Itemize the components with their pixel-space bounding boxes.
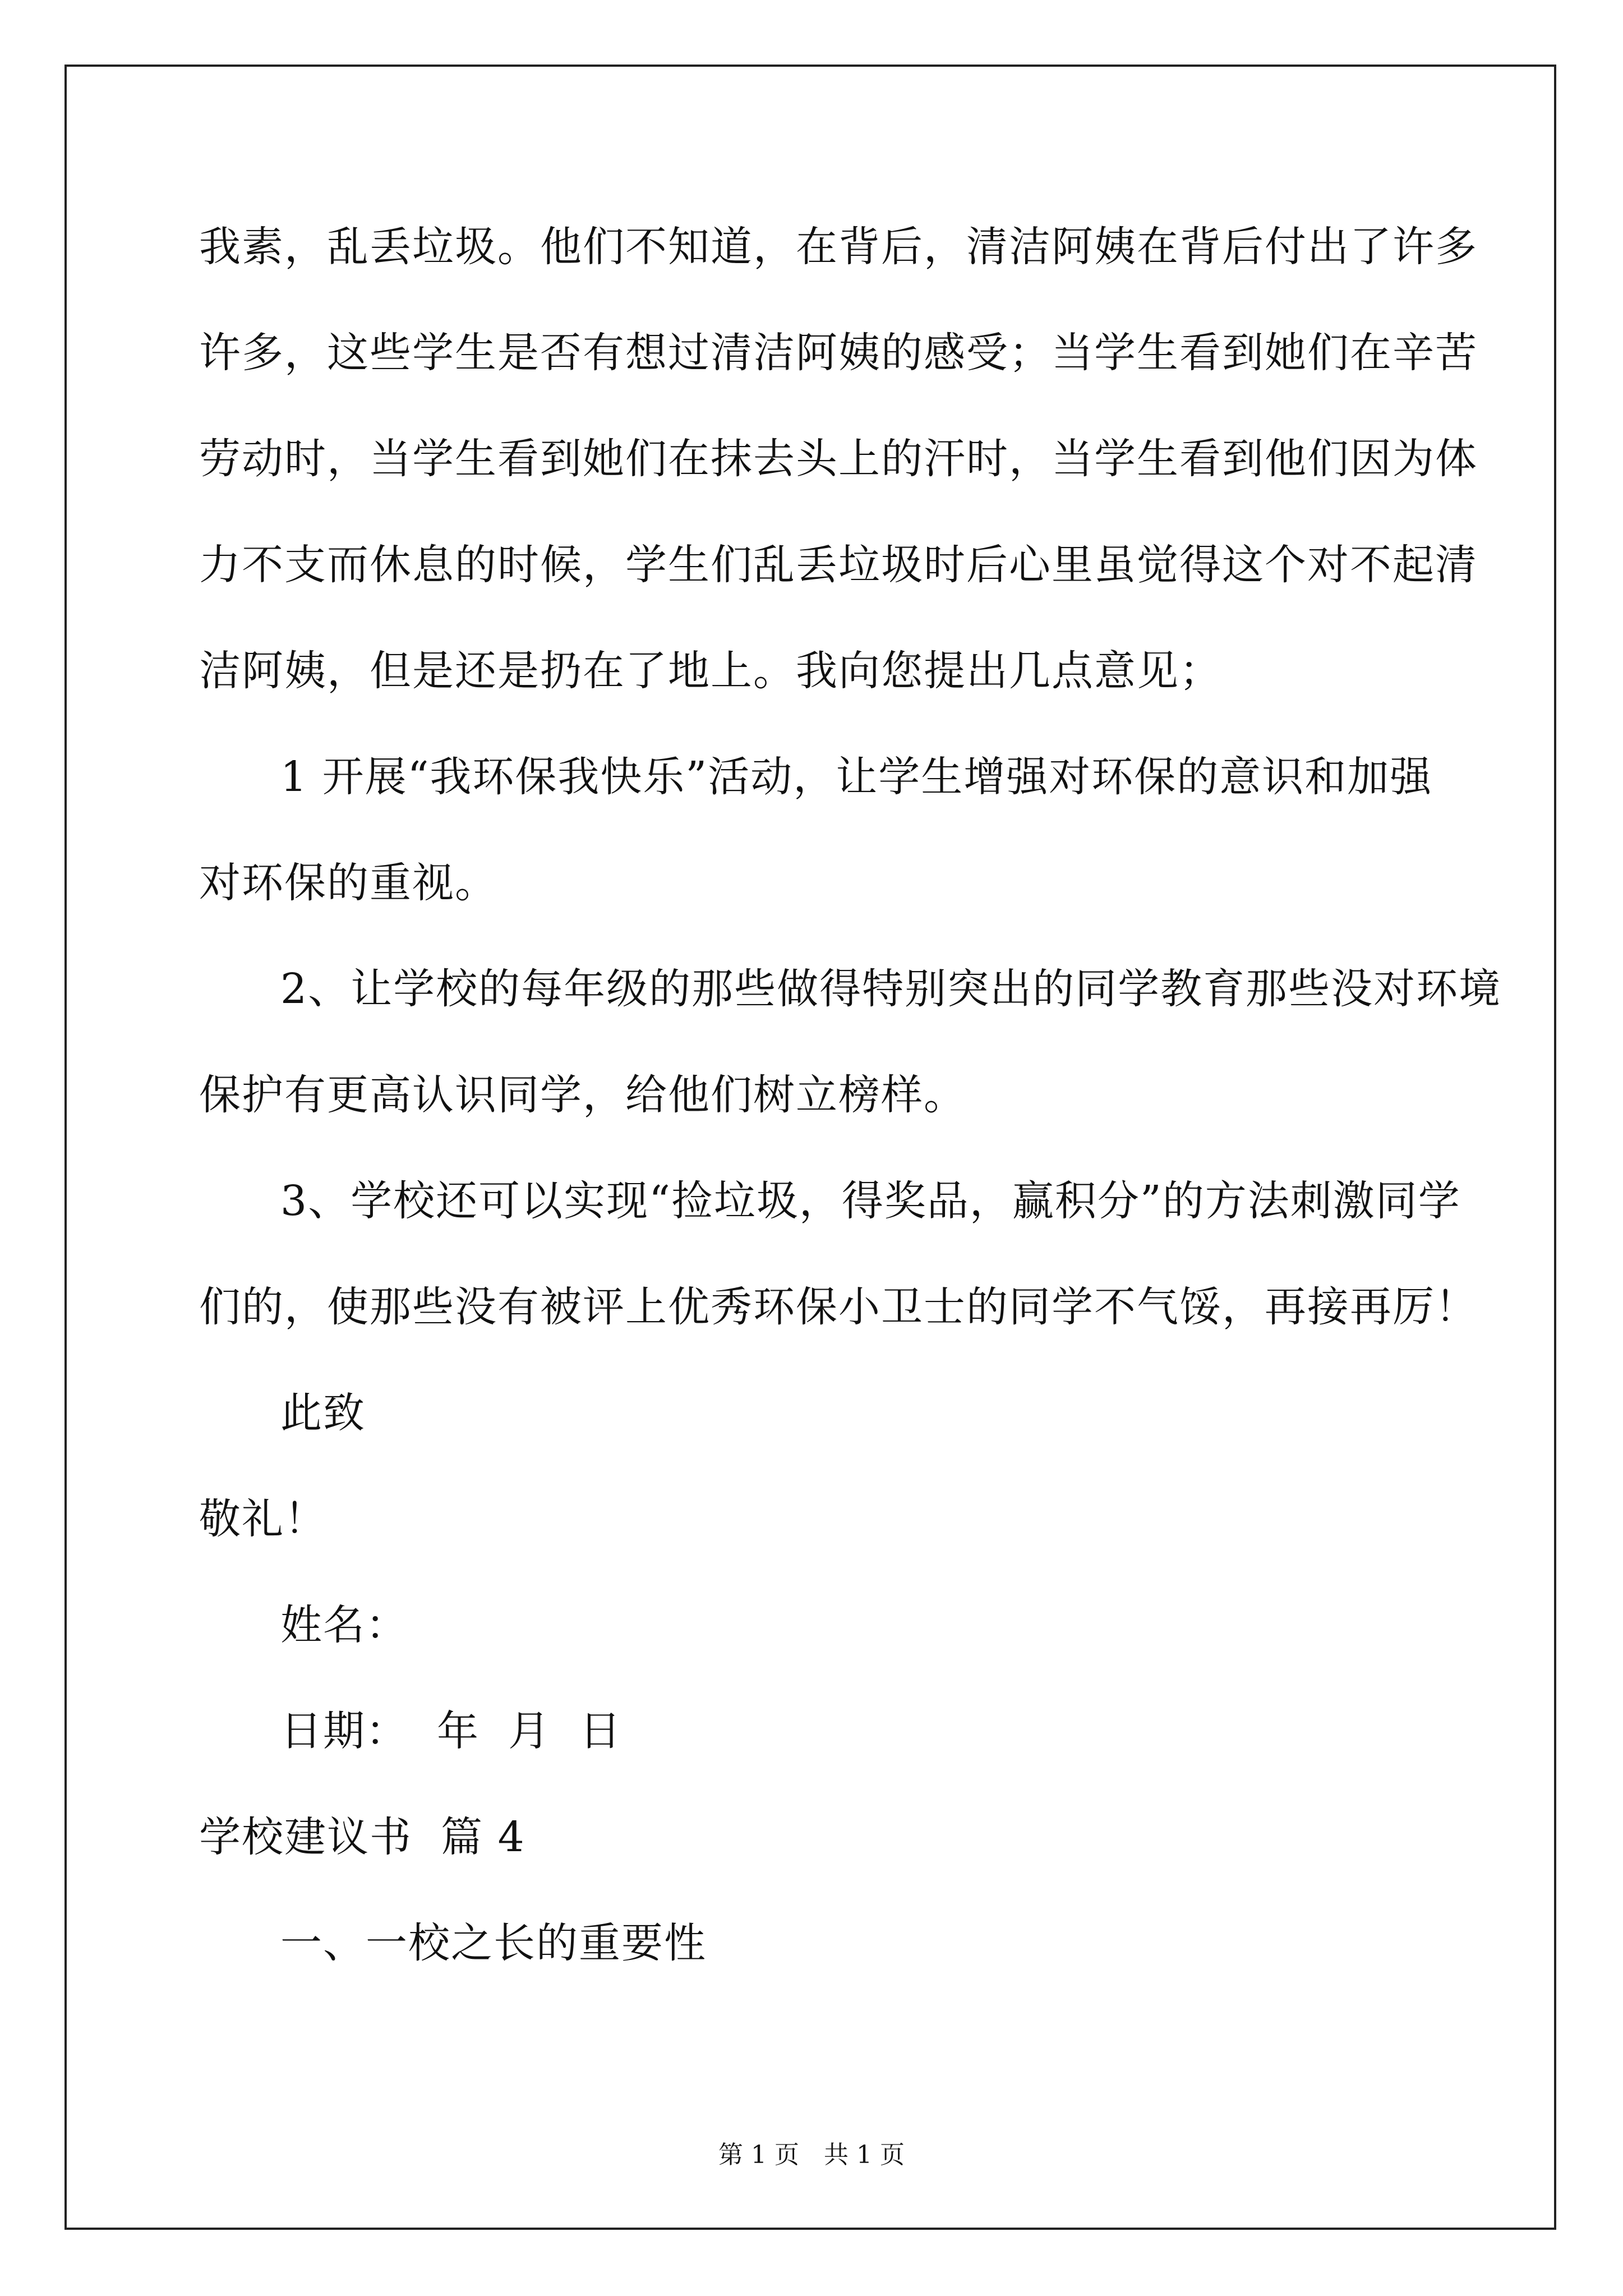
page-footer: 第 1 页 共 1 页 xyxy=(718,2141,905,2169)
signature-date: 日期： 年 月 日 xyxy=(280,1707,623,1755)
paragraph-line: 我素，乱丢垃圾。他们不知道，在背后，清洁阿姨在背后付出了许多 xyxy=(199,223,1478,271)
section-heading: 一、一校之长的重要性 xyxy=(280,1919,707,1967)
suggestion-1: 1 开展“我环保我快乐”活动，让学生增强对环保的意识和加强 xyxy=(280,753,1433,801)
paragraph-line: 们的，使那些没有被评上优秀环保小卫士的同学不气馁，再接再厉！ xyxy=(199,1283,1478,1331)
section-title: 学校建议书 篇 4 xyxy=(199,1813,525,1861)
paragraph-line: 洁阿姨，但是还是扔在了地上。我向您提出几点意见； xyxy=(199,647,1222,695)
paragraph-line: 保护有更高认识同学，给他们树立榜样。 xyxy=(199,1071,966,1119)
closing-regards: 敬礼！ xyxy=(199,1495,327,1543)
suggestion-3: 3、学校还可以实现“捡垃圾，得奖品，赢积分”的方法刺激同学 xyxy=(280,1177,1461,1225)
document-body xyxy=(199,210,1502,2013)
paragraph-line: 许多，这些学生是否有想过清洁阿姨的感受；当学生看到她们在辛苦 xyxy=(199,329,1478,377)
suggestion-2: 2、让学校的每年级的那些做得特别突出的同学教育那些没对环境 xyxy=(280,965,1502,1013)
paragraph-line: 对环保的重视。 xyxy=(199,859,497,907)
paragraph-line: 力不支而休息的时候，学生们乱丢垃圾时后心里虽觉得这个对不起清 xyxy=(199,541,1478,589)
signature-name: 姓名： xyxy=(280,1601,408,1649)
paragraph-line: 劳动时，当学生看到她们在抹去头上的汗时，当学生看到他们因为体 xyxy=(199,435,1478,483)
closing-salutation: 此致 xyxy=(280,1389,366,1437)
